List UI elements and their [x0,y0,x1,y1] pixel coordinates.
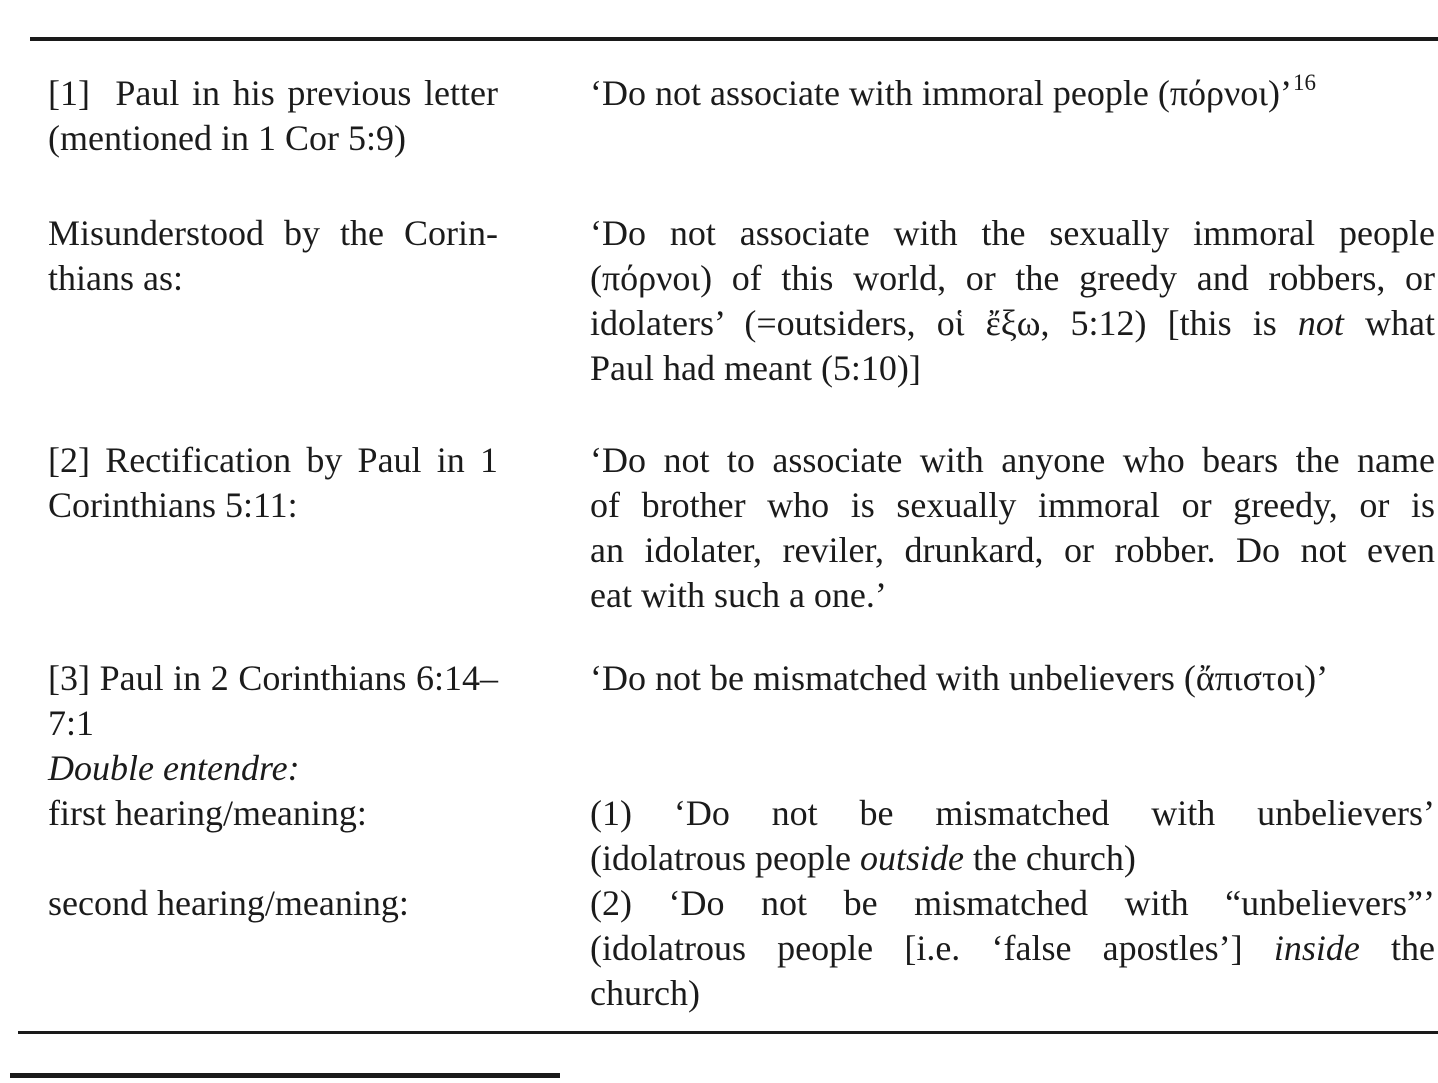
quote-line: (1) ‘Do not be mismatched with unbelievers’ [590,793,1435,833]
quote-line: an idolater, reviler, drunkard, or robber. Do not even [590,530,1435,570]
row-6-quote [590,791,1435,881]
quote-text: ‘Do not associate with immoral people (πόρνοι)’ [590,73,1292,113]
row-3-label [48,438,498,528]
emphasized-word: outside [859,838,964,878]
label-line: Misunderstood by the Corin- [48,213,498,253]
quote-line [590,71,1435,116]
emphasized-word: not [1297,303,1344,343]
quote-text: the [1359,928,1435,968]
table-row-7 [48,881,1435,1016]
quote-line: of brother who is sexually immoral or greedy, or is [590,485,1435,525]
quote-line: ‘Do not associate with the sexually immoral people [590,213,1435,253]
label-line: thians as: [48,258,183,298]
emphasized-word: inside [1273,928,1360,968]
row-7-quote [590,881,1435,1016]
quote-line: (2) ‘Do not be mismatched with “unbelievers”’ [590,883,1435,923]
table-row-1 [48,71,1435,161]
table-row-6 [48,791,1435,881]
quote-text: (idolatrous people [590,838,860,878]
row-7-label [48,881,498,926]
quote-line [590,301,1435,346]
quote-text: (idolatrous people [i.e. ‘false apostles’] [590,928,1274,968]
label-line: second hearing/meaning: [48,883,409,923]
row-3-quote [590,438,1435,618]
quote-line: (πόρνοι) of this world, or the greedy and robbers, or [590,258,1435,298]
quote-line [590,836,1435,881]
quote-text: what [1343,303,1435,343]
label-line: (mentioned in 1 Cor 5:9) [48,118,406,158]
row-6-label [48,791,498,836]
table-row-4 [48,656,1435,746]
row-4-label [48,656,498,746]
quote-line [590,926,1435,971]
quote-text: idolaters’ (=outsiders, οἱ ἔξω, 5:12) [this is [590,303,1298,343]
comparison-table [48,71,1435,1016]
quote-line: Paul had meant (5:10)] [590,348,921,388]
quote-line: ‘Do not be mismatched with unbelievers (ἄπιστοι)’ [590,658,1329,698]
table-bottom-rule [18,1031,1438,1034]
footnote-ref-16: 16 [1292,70,1316,95]
footnote-separator-rule [10,1073,560,1078]
row-1-label [48,71,498,161]
quote-line: eat with such a one.’ [590,575,887,615]
label-line: 7:1 [48,703,95,743]
row-2-label [48,211,498,301]
table-row-2 [48,211,1435,391]
label-line: [1] Paul in his previous letter [48,73,498,113]
label-line: [3] Paul in 2 Corinthians 6:14– [48,658,498,698]
row-2-quote [590,211,1435,391]
quote-text: the church) [963,838,1136,878]
italic-label: Double entendre: [48,748,300,788]
label-line: [2] Rectification by Paul in 1 [48,440,498,480]
table-top-rule [30,37,1438,41]
row-1-quote [590,71,1435,116]
label-line: Corinthians 5:11: [48,485,298,525]
quote-line: church) [590,973,700,1013]
label-line [48,746,498,791]
table-row-3 [48,438,1435,618]
label-line: first hearing/meaning: [48,793,367,833]
quote-line: ‘Do not to associate with anyone who bears the name [590,440,1435,480]
row-4-quote [590,656,1435,701]
table-row-5 [48,746,1435,791]
row-5-label [48,746,498,791]
